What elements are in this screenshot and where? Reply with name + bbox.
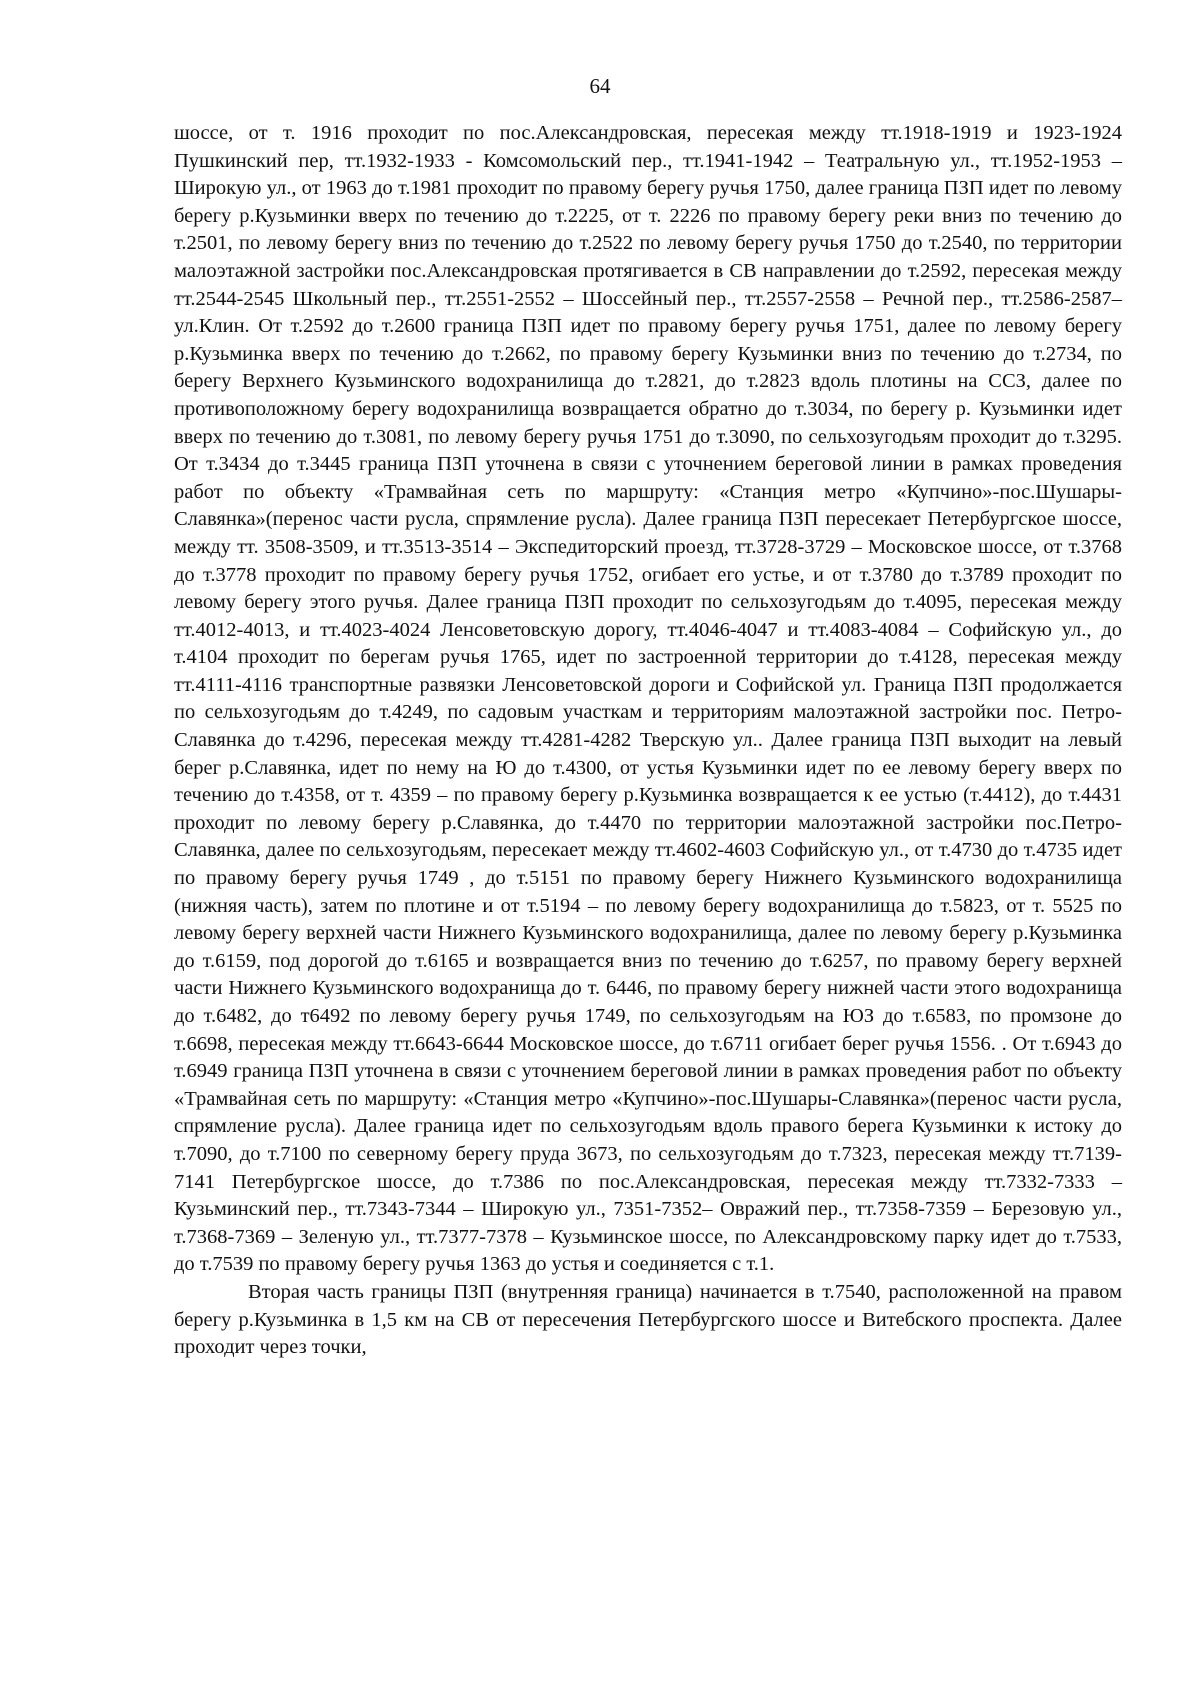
paragraph-inner-boundary: Вторая часть границы ПЗП (внутренняя граница) начинается в т.7540, расположенной на правом берегу р.Кузьминка в 1,5 км на СВ от пересечения Петербургского шоссе и Витебского проспекта. Далее проходит через точки, — [174, 1280, 1122, 1359]
paragraph-boundary-description: шоссе, от т. 1916 проходит по пос.Александровская, пересекая между тт.1918-1919 и 1923-1924 Пушкинский пер, тт.1932-1933 - Комсомольский пер., тт.1941-1942 – Театральную ул., тт.1952-1953 – Широкую ул., от 1963 до т.1981 проходит по правому берегу ручья 1750, далее граница ПЗП идет по левому берегу р.Кузьминки вверх по течению до т.2225, от т. 2226 по правому берегу реки вниз по течению до т.2501, по левому берегу вниз по течению до т.2522 по левому берегу ручья 1750 до т.2540, по территории малоэтажной застройки пос.Александровская протягивается в СВ направлении до т.2592, пересекая между тт.2544-2545 Школьный пер., тт.2551-2552 – Шоссейный пер., тт.2557-2558 – Речной пер., тт.2586-2587– ул.Клин. От т.2592 до т.2600 граница ПЗП идет по правому берегу ручья 1751, далее по левому берегу р.Кузьминка вверх по течению до т.2662, по правому берегу Кузьминки вниз по течению до т.2734, по берегу Верхнего Кузьминского водохранилища до т.2821, до т.2823 вдоль плотины на ССЗ, далее по противоположному берегу водохранилища возвращается обратно до т.3034, по берегу р. Кузьминки идет вверх по течению до т.3081, по левому берегу ручья 1751 до т.3090, по сельхозугодьям проходит до т.3295. От т.3434 до т.3445 граница ПЗП уточнена в связи с уточнением береговой линии в рамках проведения работ по объекту «Трамвайная сеть по маршруту: «Станция метро «Купчино»-пос.Шушары-Славянка»(перенос части русла, спрямление русла). Далее граница ПЗП пересекает Петербургское шоссе, между тт. 3508-3509, и тт.3513-3514 – Экспедиторский проезд, тт.3728-3729 – Московское шоссе, от т.3768 до т.3778 проходит по правому берегу ручья 1752, огибает его устье, и от т.3780 до т.3789 проходит по левому берегу этого ручья. Далее граница ПЗП проходит по сельхозугодьям до т.4095, пересекая между тт.4012-4013, и тт.4023-4024 Ленсоветовскую дорогу, тт.4046-4047 и тт.4083-4084 – Софийскую ул., до т.4104 проходит по берегам ручья 1765, идет по застроенной территории до т.4128, пересекая между тт.4111-4116 транспортные развязки Ленсоветовской дороги и Софийской ул. Граница ПЗП продолжается по сельхозугодьям до т.4249, по садовым участкам и территориям малоэтажной застройки пос. Петро-Славянка до т.4296, пересекая между тт.4281-4282 Тверскую ул.. Далее граница ПЗП выходит на левый берег р.Славянка, идет по нему на Ю до т.4300, от устья Кузьминки идет по ее левому берегу вверх по течению до т.4358, от т. 4359 – по правому берегу р.Кузьминка возвращается к ее устью (т.4412), до т.4431 проходит по левому берегу р.Славянка, до т.4470 по территории малоэтажной застройки пос.Петро-Славянка, далее по сельхозугодьям, пересекает между тт.4602-4603 Софийскую ул., от т.4730 до т.4735 идет по правому берегу ручья 1749 , до т.5151 по правому берегу Нижнего Кузьминского водохранилища (нижняя часть), затем по плотине и от т.5194 – по левому берегу водохранилища до т.5823, от т. 5525 по левому берегу верхней части Нижнего Кузьминского водохранилища, далее по левому берегу р.Кузьминка до т.6159, под дорогой до т.6165 и возвращается вниз по течению до т.6257, по правому берегу верхней части Нижнего Кузьминского водохранища до т. 6446, по правому берегу нижней части этого водохранища до т.6482, до т6492 по левому берегу ручья 1749, по сельхозугодьям на ЮЗ до т.6583, по промзоне до т.6698, пересекая между тт.6643-6644 Московское шоссе, до т.6711 огибает берег ручья 1556. . От т.6943 до т.6949 граница ПЗП уточнена в связи с уточнением береговой линии в рамках проведения работ по объекту «Трамвайная сеть по маршруту: «Станция метро «Купчино»-пос.Шушары-Славянка»(перенос части русла, спрямление русла). Далее граница идет по сельхозугодьям вдоль правого берега Кузьминки к истоку до т.7090, до т.7100 по северному берегу пруда 3673, по сельхозугодьям до т.7323, пересекая между тт.7139-7141 Петербургское шоссе, до т.7386 по пос.Александровская, пересекая между тт.7332-7333 – Кузьминский пер., тт.7343-7344 – Широкую ул., 7351-7352– Овражий пер., тт.7358-7359 – Березовую ул., т.7368-7369 – Зеленую ул., тт.7377-7378 – Кузьминское шоссе, по Александровскому парку идет до т.7533, до т.7539 по правому берегу ручья 1363 до устья и соединяется с т.1. — [174, 122, 1122, 1276]
page-number: 64 — [589, 74, 611, 98]
document-body — [174, 120, 1122, 1362]
